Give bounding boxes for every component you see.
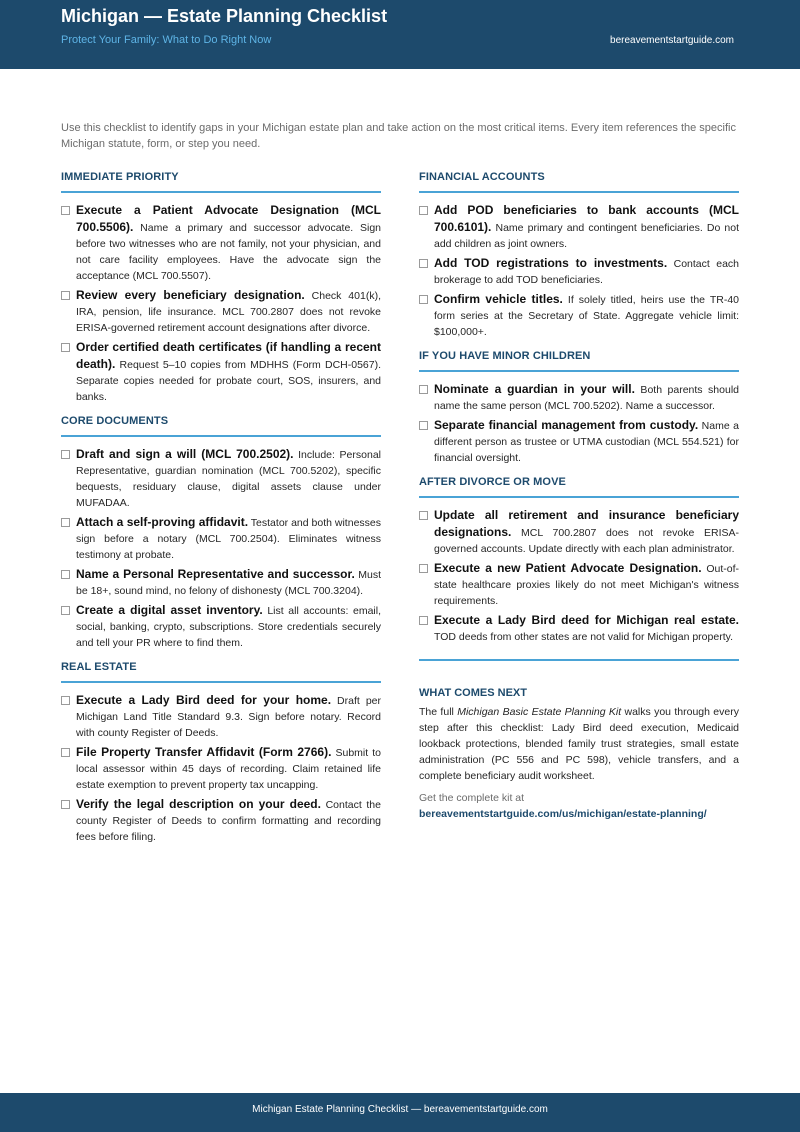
- section-heading: IMMEDIATE PRIORITY: [61, 171, 381, 193]
- page-footer: Michigan Estate Planning Checklist — bereavementstartguide.com: [0, 1093, 800, 1132]
- item-title: Create a digital asset inventory.: [76, 603, 263, 617]
- checkbox[interactable]: [419, 385, 428, 394]
- checklist-section: [61, 171, 381, 405]
- item-description: Name primary and contingent beneficiaries. Do not add children as joint owners.: [434, 222, 739, 250]
- item-description: Contact each brokerage to add TOD beneficiaries.: [434, 258, 739, 286]
- checklist-section: [419, 350, 739, 466]
- body-prefix: The full: [419, 706, 458, 718]
- item-description: Name a primary and successor advocate. Sign before two witnesses who are not family, not your physician, and not care facility employees. Have the advocate sign the acceptance (MCL 700.5507).: [76, 222, 381, 282]
- item-description: Include: Personal Representative, guardian nomination (MCL 700.5202), specific bequests, residuary clause, digital assets clause under MUFADAA.: [76, 449, 381, 509]
- item-title: Execute a Lady Bird deed for Michigan real estate.: [434, 613, 739, 627]
- right-column: [419, 171, 739, 822]
- item-description: If solely titled, heirs use the TR-40 form series at the Secretary of State. Aggregate vehicle limit: $100,000+.: [434, 294, 739, 338]
- checkbox[interactable]: [419, 511, 428, 520]
- item-description: Check 401(k), IRA, pension, life insurance. MCL 700.2807 does not revoke ERISA-governed retirement account designations after divorce.: [76, 290, 381, 334]
- item-title: Draft and sign a will (MCL 700.2502).: [76, 447, 294, 461]
- document-subtitle: Protect Your Family: What to Do Right Now: [61, 34, 272, 46]
- checkbox[interactable]: [419, 421, 428, 430]
- checklist-section: [419, 171, 739, 340]
- item-description: Submit to local assessor within 45 days of recording. Claim retained life estate exemption to prevent property tax uncapping.: [76, 747, 381, 791]
- item-description: Testator and both witnesses sign before a notary (MCL 700.2504). Eliminates witness testimony at probate.: [76, 517, 381, 561]
- checklist-item: [419, 255, 739, 288]
- section-heading: FINANCIAL ACCOUNTS: [419, 171, 739, 193]
- checkbox[interactable]: [61, 518, 70, 527]
- checklist-item: [61, 446, 381, 511]
- item-description: Draft per Michigan Land Title Standard 9.3. Sign before notary. Record with county Register of Deeds.: [76, 695, 381, 739]
- item-title: Confirm vehicle titles.: [434, 292, 563, 306]
- item-title: Name a Personal Representative and successor.: [76, 567, 355, 581]
- checklist-item: [61, 566, 381, 599]
- item-title: Separate financial management from custody.: [434, 418, 699, 432]
- checklist-section: [61, 415, 381, 651]
- checkbox[interactable]: [419, 295, 428, 304]
- item-title: Review every beneficiary designation.: [76, 288, 305, 302]
- header-site-link[interactable]: bereavementstartguide.com: [610, 35, 734, 46]
- checklist-item: [419, 507, 739, 557]
- checklist-item: [419, 417, 739, 466]
- checkbox[interactable]: [61, 206, 70, 215]
- section-heading: IF YOU HAVE MINOR CHILDREN: [419, 350, 739, 372]
- checkbox[interactable]: [61, 800, 70, 809]
- checkbox[interactable]: [61, 606, 70, 615]
- item-description: List all accounts: email, social, banking, crypto, subscriptions. Store credentials securely and tell your PR where to find them.: [76, 605, 381, 649]
- checklist-item: [419, 612, 739, 645]
- checklist-item: [419, 560, 739, 609]
- checklist-item: [419, 291, 739, 340]
- item-description: Name a different person as trustee or UTMA custodian (MCL 554.521) for financial oversight.: [434, 420, 739, 464]
- checkbox[interactable]: [61, 450, 70, 459]
- item-description: Contact the county Register of Deeds to confirm formatting and recording fees before filing.: [76, 799, 381, 843]
- checklist-item: [61, 744, 381, 793]
- item-title: Update all retirement and insurance beneficiary designations.: [434, 508, 739, 539]
- section-heading: REAL ESTATE: [61, 661, 381, 683]
- item-title: Execute a new Patient Advocate Designation.: [434, 561, 702, 575]
- item-description: Both parents should name the same person (MCL 700.5202). Name a successor.: [434, 384, 739, 412]
- checkbox[interactable]: [61, 343, 70, 352]
- checklist-item: [61, 514, 381, 563]
- checklist-item: [61, 339, 381, 405]
- checklist-item: [61, 287, 381, 336]
- section-heading: CORE DOCUMENTS: [61, 415, 381, 437]
- checklist-item: [419, 202, 739, 252]
- checklist-item: [419, 381, 739, 414]
- page-header: [0, 0, 800, 69]
- item-title: Add TOD registrations to investments.: [434, 256, 668, 270]
- item-description: Request 5–10 copies from MDHHS (Form DCH-0567). Separate copies needed for probate court, SOS, insurers, and banks.: [76, 359, 381, 403]
- checkbox[interactable]: [61, 696, 70, 705]
- section-divider: [419, 659, 739, 661]
- kit-label: Get the complete kit at: [419, 792, 525, 804]
- item-description: Out-of-state healthcare proxies likely do not meet Michigan's witness requirements.: [434, 563, 740, 607]
- item-description: Must be 18+, sound mind, no felony of dishonesty (MCL 700.3204).: [76, 569, 381, 597]
- item-title: Execute a Patient Advocate Designation (MCL 700.5506).: [76, 203, 381, 234]
- item-title: Verify the legal description on your deed.: [76, 797, 321, 811]
- left-column: [61, 171, 381, 855]
- body-suffix: walks you through every step after this checklist: Lady Bird deed execution, Medicaid lookback protections, blended family trust strategies, small estate administration (PC 556 and PC 598), vehicle transfers, and a complete beneficiary audit worksheet.: [419, 706, 739, 782]
- item-title: Add POD beneficiaries to bank accounts (MCL 700.6101).: [434, 203, 739, 234]
- checkbox[interactable]: [419, 616, 428, 625]
- intro-paragraph: Use this checklist to identify gaps in your Michigan estate plan and take action on the most critical items. Every item references the specific Michigan statute, form, or step you need.: [61, 122, 736, 150]
- item-title: Order certified death certificates (if handling a recent death).: [76, 340, 381, 371]
- section-heading: AFTER DIVORCE OR MOVE: [419, 476, 739, 498]
- item-description: TOD deeds from other states are not valid for Michigan property.: [434, 631, 733, 643]
- checklist-item: [61, 202, 381, 284]
- checklist-section: [61, 661, 381, 845]
- what-comes-next-body: [419, 704, 739, 784]
- checklist-item: [61, 796, 381, 845]
- what-comes-next-heading: WHAT COMES NEXT: [419, 687, 527, 699]
- checklist-item: [61, 602, 381, 651]
- checklist-section: [419, 476, 739, 645]
- checkbox[interactable]: [61, 570, 70, 579]
- checkbox[interactable]: [419, 564, 428, 573]
- checkbox[interactable]: [419, 206, 428, 215]
- item-title: Nominate a guardian in your will.: [434, 382, 635, 396]
- kit-url-link[interactable]: bereavementstartguide.com/us/michigan/estate-planning/: [419, 808, 707, 820]
- checkbox[interactable]: [61, 291, 70, 300]
- checkbox[interactable]: [61, 748, 70, 757]
- item-title: File Property Transfer Affidavit (Form 2766).: [76, 745, 332, 759]
- item-description: MCL 700.2807 does not revoke ERISA-governed accounts. Update directly with each plan administrator.: [434, 527, 739, 555]
- item-title: Execute a Lady Bird deed for your home.: [76, 693, 332, 707]
- checkbox[interactable]: [419, 259, 428, 268]
- kit-name: Michigan Basic Estate Planning Kit: [457, 706, 622, 718]
- checklist-item: [61, 692, 381, 741]
- what-comes-next-section: [419, 687, 739, 822]
- document-title: Michigan — Estate Planning Checklist: [61, 6, 388, 26]
- item-title: Attach a self-proving affidavit.: [76, 515, 249, 529]
